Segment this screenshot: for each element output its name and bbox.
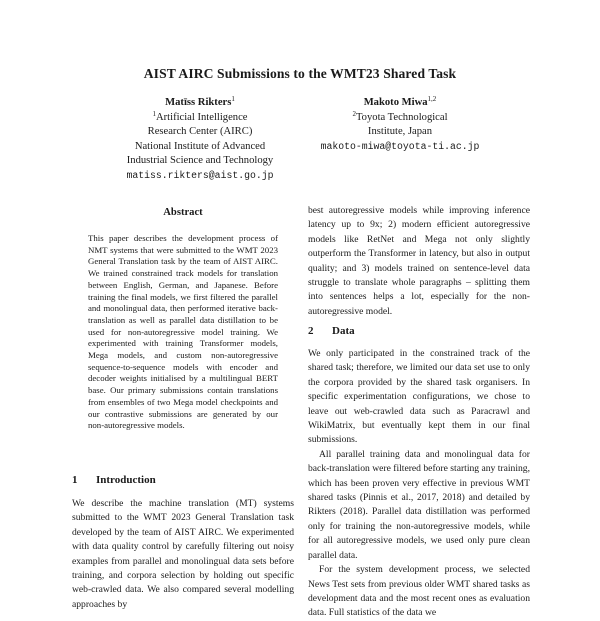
author-name: Makoto Miwa — [363, 97, 428, 108]
affiliation-line: National Institute of Advanced — [134, 140, 266, 152]
section-number: 1 — [72, 474, 78, 486]
right-column-continued-text — [308, 204, 530, 319]
author-email[interactable]: matiss.rikters@aist.go.jp — [126, 169, 274, 181]
paragraph: We only participated in the constrained track of the shared task; therefore, we limited our data set use to only the corpora provided by the shared task organisers. In specific experimentation configurations, we chose to leave out web-crawled data such as Paracrawl and WikiMatrix, but eventually kept them in our final submissions. — [308, 348, 530, 446]
section-title: Data — [332, 325, 355, 337]
section-title: Introduction — [96, 474, 156, 486]
author-name: Matīss Rikters — [165, 97, 232, 108]
affiliation-line: Toyota Technological — [355, 111, 448, 123]
author-superscript: 1,2 — [427, 95, 437, 103]
affiliation-line: Research Center (AIRC) — [147, 126, 253, 138]
affiliation-superscript: 1 — [152, 109, 156, 118]
paper-title: AIST AIRC Submissions to the WMT23 Shared Task — [143, 66, 457, 81]
paragraph: best autoregressive models while improving inference latency up to 9x; 2) modern efficient autoregressive models like RetNet and Mega not only slightly outperform the Transformer in latency, but also in output quality; and 3) models trained on sentence-level data struggle to translate whole paragraphs – splitting them into sentences helps a lot, especially for the non-autoregressive model. — [308, 205, 530, 317]
paragraph: For the system development process, we selected News Test sets from previous older WMT shared tasks as development data and the most recent ones as evaluation data. Full statistics of the data we — [308, 564, 530, 619]
affiliation-line: Artificial Intelligence — [156, 111, 248, 123]
author-block-1 — [95, 96, 305, 184]
section-number: 2 — [308, 325, 314, 337]
author-superscript: 1 — [231, 95, 235, 103]
affiliation-line: Institute, Japan — [367, 126, 433, 138]
author-email[interactable]: makoto-miwa@toyota-ti.ac.jp — [320, 140, 480, 152]
introduction-body — [72, 497, 294, 612]
data-section-body — [308, 347, 530, 621]
paragraph: All parallel training data and monolingual data for back-translation were filtered before starting any training, which has been proven very effective in previous WMT shared tasks (Pinnis et al., 2017, 2018) and detailed by Rikters (2018). Parallel data distillation was performed only for training the non-autoregressive models, while for all autoregressive models, we used only pure clean parallel data. — [308, 448, 530, 561]
affiliation-line: Industrial Science and Technology — [126, 155, 274, 167]
section-heading-introduction — [72, 474, 156, 486]
abstract-heading: Abstract — [163, 207, 203, 218]
section-heading-data — [308, 325, 355, 337]
affiliation-superscript: 2 — [352, 109, 356, 118]
author-block-2 — [300, 96, 500, 154]
paragraph: We describe the machine translation (MT) systems submitted to the WMT 2023 General Translation task developed by the team of AIST AIRC. We experimented with data quality control by carefully filtering out noisy examples from parallel and monolingual data sets before training, and corpora selection by holding out specific web-crawled data. We also compared several modelling approaches by — [72, 498, 294, 610]
abstract-text: This paper describes the development process of NMT systems that were submitted to the WMT 2023 General Translation task by the team of AIST AIRC. We trained constrained track models for translation between English, German, and Japanese. Before training the final models, we first filtered the parallel and monolingual data, then performed iterative back-translation as well as parallel data distillation to be used for non-autoregressive model training. We experimented with training Transformer models, Mega models, and custom non-autoregressive sequence-to-sequence models with encoder and decoder weights initialised by a multilingual BERT base. Our primary submissions contain translations from ensembles of two Mega model checkpoints and our contrastive submissions are generated by our non-autoregressive models. — [88, 233, 278, 431]
